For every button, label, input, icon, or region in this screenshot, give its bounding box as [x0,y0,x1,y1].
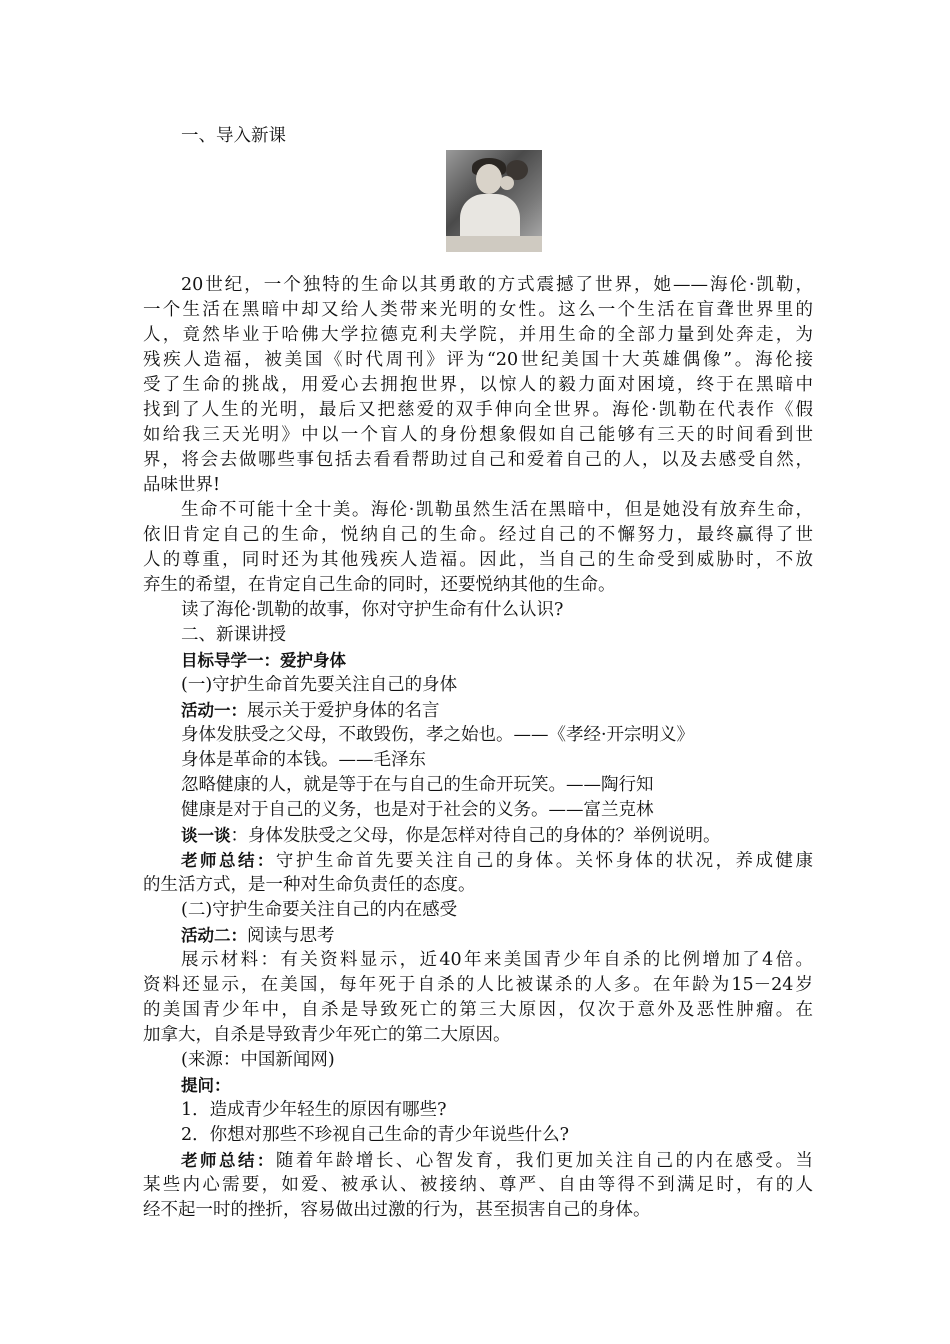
quote-line: 身体发肤受之父母，不敢毁伤，孝之始也。——《孝经·开宗明义》 [181,725,695,745]
paragraph-line: 依旧肯定自己的生命，悦纳自己的生命。经过自己的不懈努力，最终赢得了世 [143,525,813,545]
talk-text: ：身体发肤受之父母，你是怎样对待自己的身体的？举例说明。 [230,826,721,846]
quote-line: 身体是革命的本钱。——毛泽东 [181,750,426,770]
summary-text: 随着年龄增长、心智发育，我们更加关注自己的内在感受。当 [275,1151,814,1171]
subheading: (二)守护生命要关注自己的内在感受 [181,900,458,920]
question-line: 读了海伦·凯勒的故事，你对守护生命有什么认识? [181,600,564,620]
intro-paragraph [143,273,813,1223]
paragraph-line: 20世纪，一个独特的生命以其勇敢的方式震撼了世界，她——海伦·凯勒， [181,275,813,295]
material-line: 的美国青少年中，自杀是导致死亡的第三大原因，仅次于意外及恶性肿瘤。在 [143,1000,813,1020]
helen-keller-photo [446,150,542,252]
material-line: 展示材料：有关资料显示，近40年来美国青少年自杀的比例增加了4倍。 [181,950,813,970]
section-heading-lesson: 二、新课讲授 [181,625,286,645]
question-item: 1．造成青少年轻生的原因有哪些? [181,1100,447,1120]
quote-line: 忽略健康的人，就是等于在与自己的生命开玩笑。——陶行知 [181,775,654,795]
paragraph-line: 找到了人生的光明，最后又把慈爱的双手伸向全世界。海伦·凯勒在代表作《假 [143,400,813,420]
paragraph-line: 界，将会去做哪些事包括去看看帮助过自己和爱着自己的人，以及去感受自然， [143,450,813,470]
activity-line [143,698,813,723]
paragraph-line: 弃生的希望，在肯定自己生命的同时，还要悦纳其他的生命。 [143,575,616,595]
activity-line [143,923,813,948]
quote-line: 健康是对于自己的义务，也是对于社会的义务。——富兰克林 [181,800,654,820]
material-line: 加拿大，自杀是导致青少年死亡的第二大原因。 [143,1025,511,1045]
section-heading-intro [143,124,813,149]
activity-text: 阅读与思考 [247,926,335,946]
summary-label: 老师总结： [181,1151,276,1170]
paragraph-line: 残疾人造福，被美国《时代周刊》评为“20世纪美国十大英雄偶像”。海伦接 [143,350,813,370]
summary-line: 经不起一时的挫折，容易做出过激的行为，甚至损害自己的身体。 [143,1200,651,1220]
heading-text: 一、导入新课 [181,126,286,146]
goal-heading: 目标导学一：爱护身体 [181,651,346,670]
paragraph-line: 人的尊重，同时还为其他残疾人造福。因此，当自己的生命受到威胁时，不放 [143,550,813,570]
summary-line [143,1148,813,1173]
material-line: 资料还显示，在美国，每年死于自杀的人比被谋杀的人多。在年龄为15－24岁 [143,975,813,995]
summary-line [143,848,813,873]
subheading: (一)守护生命首先要关注自己的身体 [181,675,458,695]
talk-label: 谈一谈 [181,826,231,845]
activity-label: 活动一： [181,701,247,720]
activity-label: 活动二： [181,926,247,945]
summary-line: 某些内心需要，如爱、被承认、被接纳、尊严、自由等得不到满足时，有的人 [143,1175,813,1195]
paragraph-line: 品味世界! [143,475,221,495]
ask-label: 提问： [181,1076,231,1095]
paragraph-line: 受了生命的挑战，用爱心去拥抱世界，以惊人的毅力面对困境，终于在黑暗中 [143,375,813,395]
summary-line: 的生活方式，是一种对生命负责任的态度。 [143,875,476,895]
paragraph-line: 一个生活在黑暗中却又给人类带来光明的女性。这么一个生活在盲聋世界里的 [143,300,813,320]
paragraph-line: 如给我三天光明》中以一个盲人的身份想象假如自己能够有三天的时间看到世 [143,425,813,445]
question-item: 2．你想对那些不珍视自己生命的青少年说些什么? [181,1125,570,1145]
summary-label: 老师总结： [181,851,276,870]
source-line: (来源：中国新闻网) [181,1050,335,1070]
summary-text: 守护生命首先要关注自己的身体。关怀身体的状况，养成健康 [275,851,814,871]
talk-line [143,823,813,848]
activity-text: 展示关于爱护身体的名言 [247,701,440,721]
paragraph-line: 生命不可能十全十美。海伦·凯勒虽然生活在黑暗中，但是她没有放弃生命， [181,500,813,520]
paragraph-line: 人，竟然毕业于哈佛大学拉德克利夫学院，并用生命的全部力量到处奔走，为 [143,325,813,345]
